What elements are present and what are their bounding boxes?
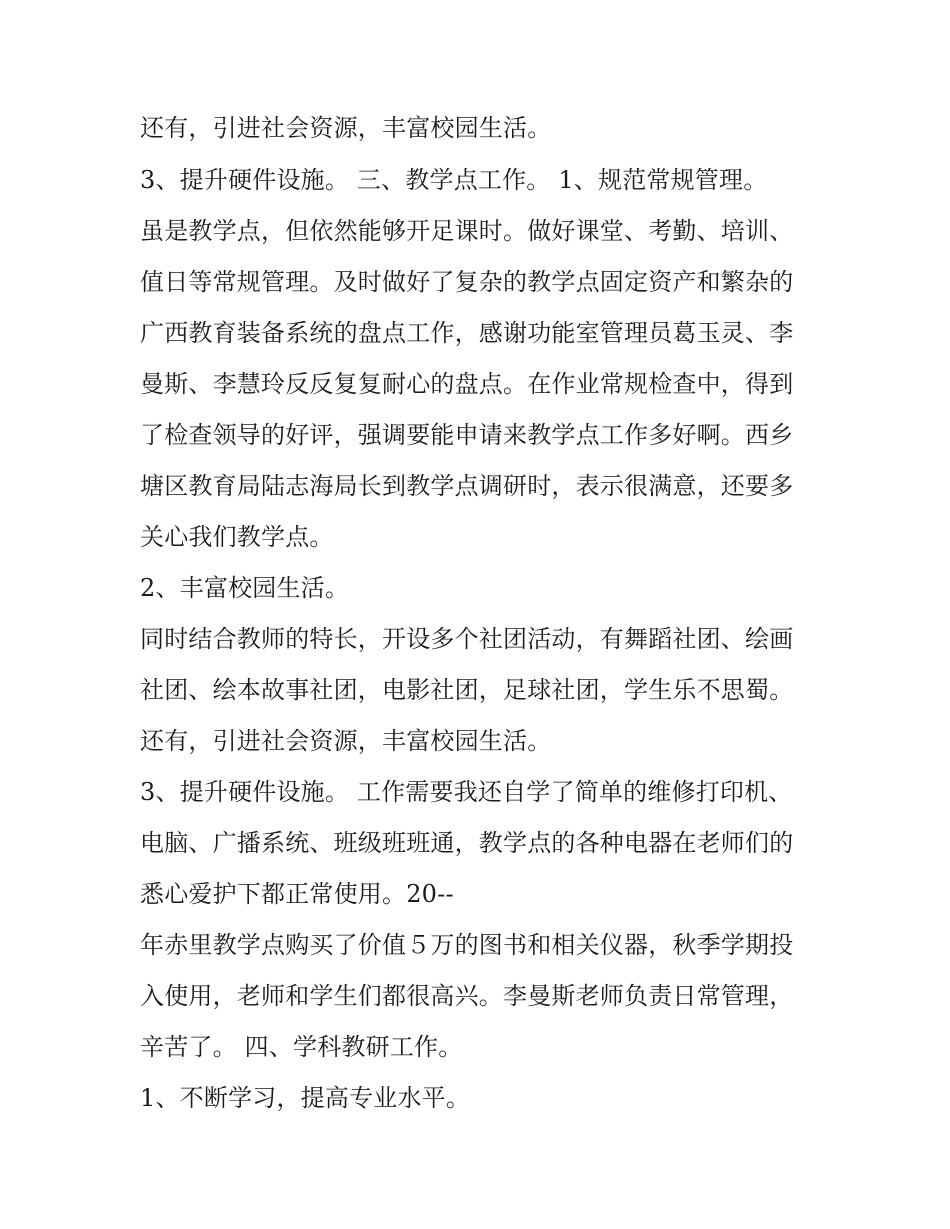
text-line: 虽是教学点，但依然能够开足课时。做好课堂、考勤、培训、 <box>140 217 794 245</box>
text-line: 年赤里教学点购买了价值５万的图书和相关仪器，秋季学期投 <box>140 931 794 959</box>
text-line: 入使用，老师和学生们都很高兴。李曼斯老师负责日常管理， <box>140 982 794 1010</box>
text-line: 曼斯、李慧玲反反复复耐心的盘点。在作业常规检查中，得到 <box>140 370 794 398</box>
text-line: 辛苦了。 四、学科教研工作。 <box>140 1033 463 1061</box>
text-line: 广西教育装备系统的盘点工作，感谢功能室管理员葛玉灵、李 <box>140 319 794 347</box>
text-line: 同时结合教师的特长，开设多个社团活动，有舞蹈社团、绘画 <box>140 625 794 653</box>
text-line: 3、提升硬件设施。 工作需要我还自学了简单的维修打印机、 <box>140 778 793 806</box>
section-heading: 2、丰富校园生活。 <box>140 574 350 602</box>
text-line: 悉心爱护下都正常使用。20-- <box>140 880 454 908</box>
text-line: 还有，引进社会资源，丰富校园生活。 <box>140 727 552 755</box>
text-line: 电脑、广播系统、班级班班通，教学点的各种电器在老师们的 <box>140 829 794 857</box>
text-line: 塘区教育局陆志海局长到教学点调研时，表示很满意，还要多 <box>140 472 794 500</box>
text-line: 了检查领导的好评，强调要能申请来教学点工作多好啊。西乡 <box>140 421 794 449</box>
text-line: 社团、绘本故事社团，电影社团，足球社团，学生乐不思蜀。 <box>140 676 794 704</box>
text-line: 关心我们教学点。 <box>140 523 334 551</box>
text-line: 3、提升硬件设施。 三、教学点工作。 1、规范常规管理。 <box>140 166 768 194</box>
text-line: 还有，引进社会资源，丰富校园生活。 <box>140 114 552 142</box>
text-line: 值日等常规管理。及时做好了复杂的教学点固定资产和繁杂的 <box>140 268 794 296</box>
section-heading: 1、不断学习，提高专业水平。 <box>140 1084 471 1112</box>
